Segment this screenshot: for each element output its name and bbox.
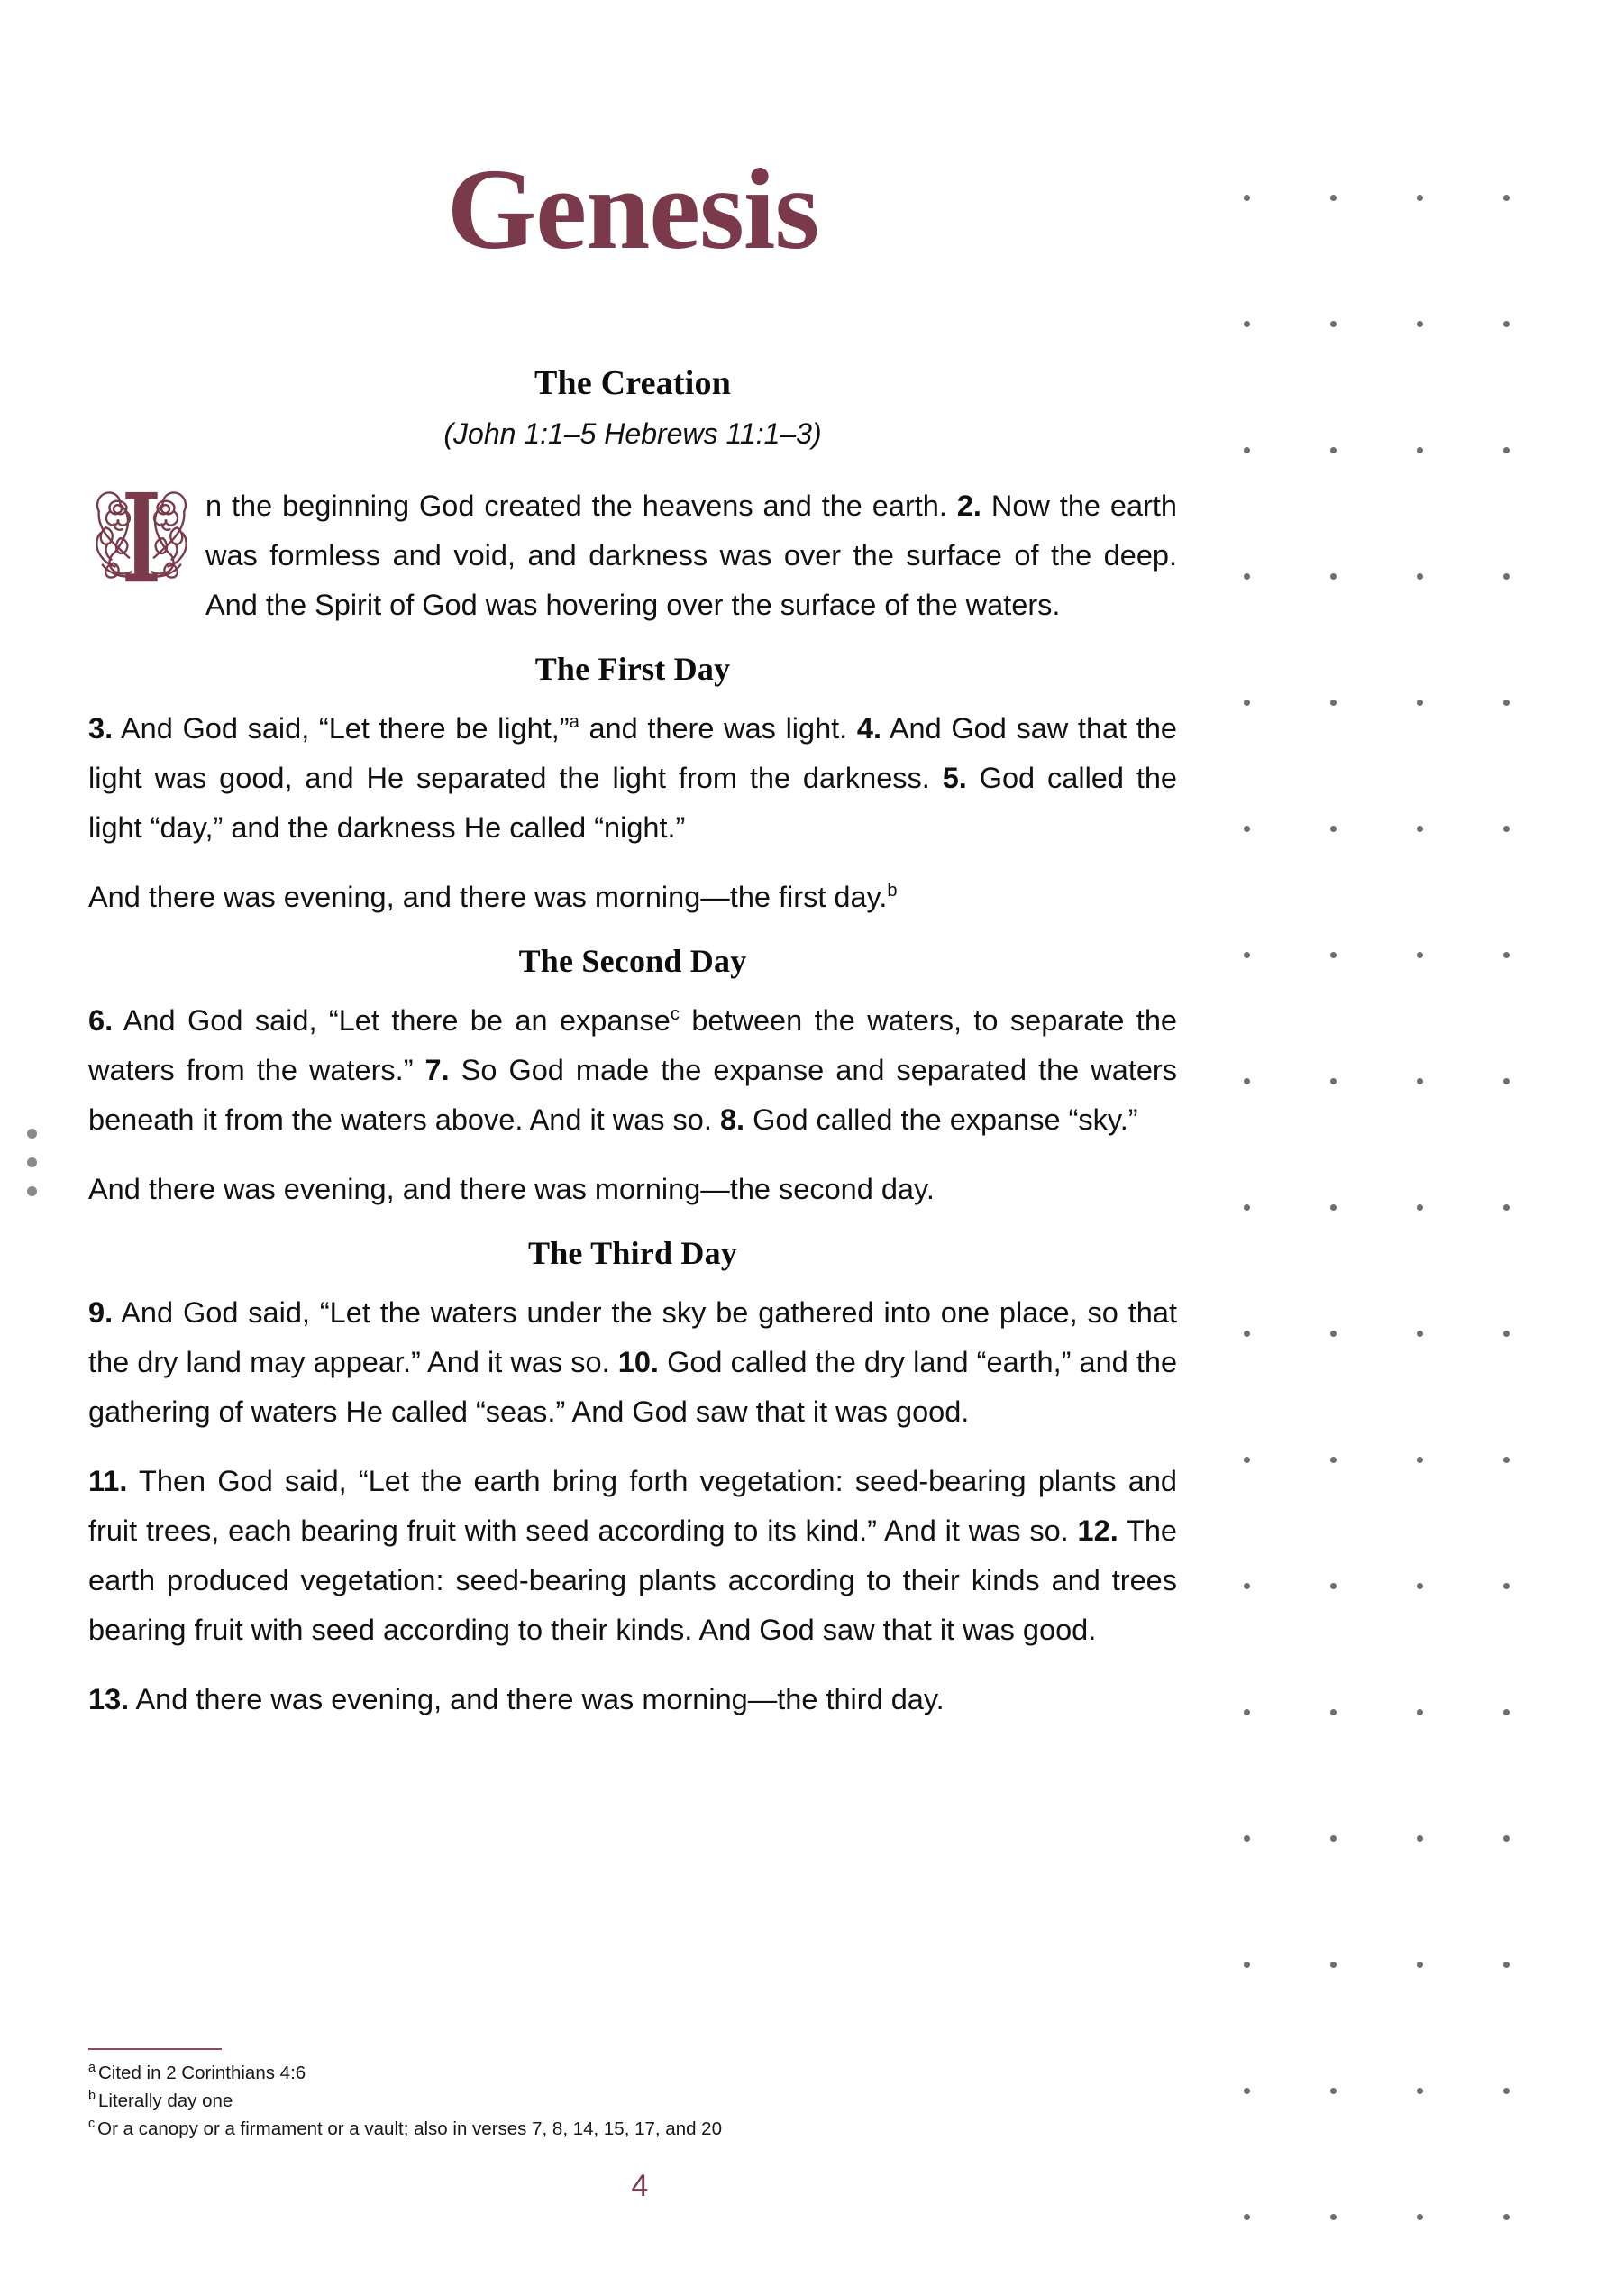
decorative-dot [1244, 2088, 1250, 2094]
decorative-dot [1503, 321, 1510, 327]
verse-number: 6. [88, 1004, 114, 1037]
decorative-dot [1503, 2214, 1510, 2220]
decorative-dot [1503, 1962, 1510, 1968]
verse-number: 11. [88, 1465, 128, 1497]
verse-text: n the beginning God created the heavens and the earth. [205, 489, 947, 522]
verse-paragraph-opening [88, 451, 1177, 630]
decorative-dot [1330, 2088, 1337, 2094]
decorative-dot [1330, 1204, 1337, 1211]
verse-paragraph-third-day-b [88, 1437, 1177, 1655]
decorative-dot [1244, 700, 1250, 706]
footnote-c [88, 2115, 1177, 2143]
footnote-text: Literally day one [97, 2090, 233, 2111]
verse-number: 12. [1077, 1514, 1118, 1547]
cross-reference: (John 1:1–5 Hebrews 11:1–3) [443, 417, 822, 450]
footnote-b [88, 2087, 1177, 2115]
day-heading-second: The Second Day [518, 943, 747, 979]
footnote-mark: a [88, 2061, 96, 2076]
decorative-dot [1244, 2214, 1250, 2220]
decorative-dot [1330, 826, 1337, 832]
verse-paragraph-third-day-closing [88, 1655, 1177, 1724]
verse-paragraph-first-day-closing [88, 853, 1177, 922]
decorative-dot [1417, 2088, 1423, 2094]
decorative-dot-left [27, 1186, 37, 1196]
decorative-dot [1503, 1835, 1510, 1842]
decorative-dot [1417, 1835, 1423, 1842]
footnote-mark: c [88, 2117, 96, 2132]
footnote-block [88, 2048, 1177, 2143]
decorative-dot [1503, 1204, 1510, 1211]
verse-number: 9. [88, 1296, 114, 1329]
verse-number: 13. [88, 1683, 130, 1715]
verse-number: 2. [956, 489, 981, 522]
decorative-dot [1330, 1835, 1337, 1842]
decorative-dot [1503, 573, 1510, 580]
decorative-dot [1503, 195, 1510, 201]
decorative-dot [1330, 447, 1337, 453]
verse-text: So God made the expanse and separated the waters beneath it from the waters above. And it was so. [88, 1054, 1177, 1136]
verse-text: And God said, “Let there be an expanse [123, 1004, 671, 1037]
verse-text: Then God said, “Let the earth bring forth vegetation: seed-bearing plants and fruit trees, each bearing fruit with seed according to its kind.” And it was so. [88, 1465, 1177, 1547]
decorative-dot [1244, 1078, 1250, 1084]
verse-number: 3. [88, 712, 114, 745]
illuminated-dropcap-icon [88, 487, 195, 593]
verse-text: And God said, “Let the waters under the sky be gathered into one place, so that the dry land may appear.” And it was so. [88, 1296, 1177, 1378]
verse-text: and there was light. [589, 712, 848, 745]
decorative-dot [1330, 1583, 1337, 1589]
decorative-dot [1330, 321, 1337, 327]
verse-text: God called the dry land “earth,” and the gathering of waters He called “seas.” And God saw that it was good. [88, 1346, 1178, 1428]
verse-text: between the waters, to separate the waters from the waters.” [88, 1004, 1177, 1086]
decorative-dot [1503, 1331, 1510, 1337]
decorative-dot [1330, 573, 1337, 580]
decorative-dot [1330, 1709, 1337, 1715]
decorative-dot [1330, 1331, 1337, 1337]
decorative-dot [1330, 1078, 1337, 1084]
verse-text: God called the light “day,” and the darkness He called “night.” [88, 762, 1177, 844]
footnote-marker-a[interactable]: a [569, 712, 579, 733]
verse-number: 8. [719, 1103, 745, 1136]
decorative-dot [1417, 1078, 1423, 1084]
decorative-dot [1503, 700, 1510, 706]
decorative-dot [1244, 321, 1250, 327]
decorative-dot [1244, 1331, 1250, 1337]
decorative-dot [1244, 1962, 1250, 1968]
decorative-dot [1417, 1457, 1423, 1463]
verse-text: And there was evening, and there was morning—the second day. [88, 1173, 935, 1205]
decorative-dot [1417, 447, 1423, 453]
decorative-dot [1503, 447, 1510, 453]
verse-text: The earth produced vegetation: seed-bearing plants according to their kinds and trees bearing fruit with seed according to their kinds. And God saw that it was good. [88, 1514, 1177, 1646]
content-column [88, 0, 1177, 1724]
decorative-dot [1503, 1078, 1510, 1084]
footnote-a [88, 2059, 1177, 2087]
decorative-dot [1244, 447, 1250, 453]
day-heading-third: The Third Day [528, 1235, 737, 1271]
decorative-dot [1244, 1709, 1250, 1715]
decorative-dot [1330, 1457, 1337, 1463]
footnote-marker-b[interactable]: b [887, 881, 898, 901]
decorative-dot [1244, 952, 1250, 958]
decorative-dot [1417, 826, 1423, 832]
decorative-dot [1417, 700, 1423, 706]
decorative-dot [1330, 2214, 1337, 2220]
decorative-dot [1417, 573, 1423, 580]
verse-paragraph-first-day [88, 695, 1177, 853]
decorative-dot [1244, 1583, 1250, 1589]
verse-text: God called the expanse “sky.” [753, 1103, 1138, 1136]
decorative-dot [1417, 2214, 1423, 2220]
verse-paragraph-third-day-a [88, 1279, 1177, 1437]
verse-number: 10. [617, 1346, 659, 1378]
verse-text: And God saw that the light was good, and He separated the light from the darkness. [88, 712, 1177, 794]
decorative-dot [1244, 195, 1250, 201]
page-title: Genesis [446, 145, 819, 273]
verse-number: 7. [424, 1054, 450, 1086]
decorative-dot [1330, 1962, 1337, 1968]
decorative-dot [1417, 1962, 1423, 1968]
verse-text: And there was evening, and there was morning—the first day. [88, 881, 888, 913]
decorative-dot [1503, 1583, 1510, 1589]
decorative-dot [1244, 1835, 1250, 1842]
footnote-marker-c[interactable]: c [670, 1004, 680, 1025]
verse-number: 4. [856, 712, 881, 745]
decorative-dot [1244, 573, 1250, 580]
footnote-text: Cited in 2 Corinthians 4:6 [97, 2063, 306, 2083]
section-heading: The Creation [534, 364, 732, 402]
decorative-dot [1503, 826, 1510, 832]
decorative-dot-left [27, 1157, 37, 1167]
decorative-dot [1417, 1583, 1423, 1589]
decorative-dot [1417, 195, 1423, 201]
decorative-dot [1417, 952, 1423, 958]
decorative-dot [1330, 952, 1337, 958]
day-heading-first: The First Day [534, 651, 731, 687]
decorative-dot [1244, 826, 1250, 832]
verse-text: Now the earth was formless and void, and darkness was over the surface of the deep. And the Spirit of God was hovering over the surface of the waters. [205, 489, 1177, 621]
page-number: 4 [631, 2169, 649, 2203]
decorative-dot-left [27, 1129, 37, 1139]
verse-text: And God said, “Let there be light,” [120, 712, 570, 745]
decorative-dot [1503, 1709, 1510, 1715]
decorative-dot [1417, 321, 1423, 327]
decorative-dot [1330, 700, 1337, 706]
verse-number: 5. [942, 762, 967, 794]
footnote-separator [88, 2048, 222, 2050]
footnote-text: Or a canopy or a firmament or a vault; also in verses 7, 8, 14, 15, 17, and 20 [97, 2118, 722, 2139]
decorative-dot [1503, 952, 1510, 958]
decorative-dot [1503, 1457, 1510, 1463]
decorative-dot [1417, 1331, 1423, 1337]
decorative-dot [1244, 1457, 1250, 1463]
decorative-dot [1330, 195, 1337, 201]
verse-text: And there was evening, and there was morning—the third day. [135, 1683, 945, 1715]
verse-paragraph-second-day [88, 987, 1177, 1145]
footnote-mark: b [88, 2089, 96, 2104]
decorative-dot [1417, 1204, 1423, 1211]
decorative-dot [1503, 2088, 1510, 2094]
decorative-dot [1244, 1204, 1250, 1211]
verse-paragraph-second-day-closing [88, 1145, 1177, 1214]
decorative-dot [1417, 1709, 1423, 1715]
